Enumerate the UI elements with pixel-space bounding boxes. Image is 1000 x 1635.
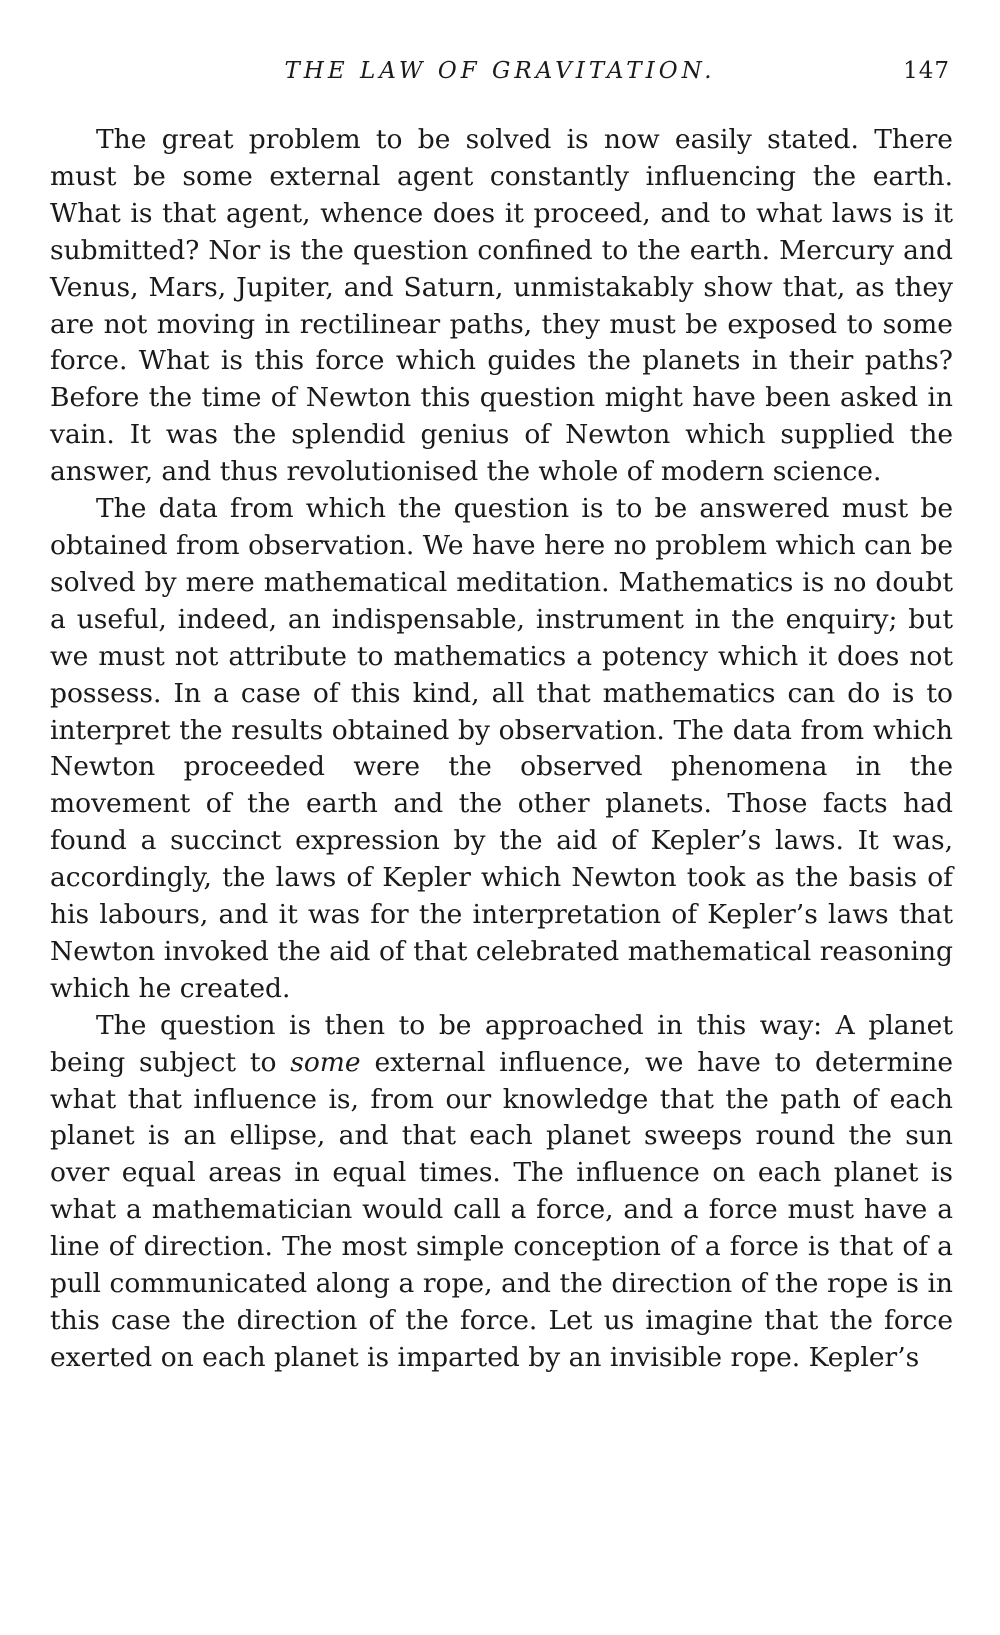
paragraph-3-before: The question is then to be approached in this way: A planet being subject to <box>50 1009 953 1078</box>
paragraph-1: The great problem to be solved is now easily stated. There must be some external agent constantly influencing the earth. What is that agent, whence does it proceed, and to what laws is it submitted? Nor is the question confined to the earth. Mercury and Venus, Mars, Jupiter, and Saturn, unmistakably show that, as they are not moving in rectilinear paths, they must be exposed to some force. What is this force which guides the planets in their paths? Before the time of Newton this question might have been asked in vain. It was the splendid genius of Newton which supplied the answer, and thus revolutionised the whole of modern science. <box>50 124 953 488</box>
running-head <box>50 58 950 92</box>
paragraph-3-after: external influence, we have to determine what that influence is, from our knowledge that the path of each planet is an ellipse, and that each planet sweeps round the sun over equal areas in equal times. The influence on each planet is what a mathematician would call a force, and a force must have a line of direction. The most simple conception of a force is that of a pull communicated along a rope, and the direction of the rope is in this case the direction of the force. Let us imagine that the force exerted on each planet is imparted by an invisible rope. Kepler’s <box>50 1046 954 1373</box>
paragraph-3 <box>50 1008 953 1377</box>
paragraph-2: The data from which the question is to be answered must be obtained from observation. We have here no problem which can be solved by mere mathematical meditation. Mathematics is no doubt a useful, indeed, an indispensable, instrument in the enquiry; but we must not attribute to mathematics a potency which it does not possess. In a case of this kind, all that mathematics can do is to interpret the results obtained by observation. The data from which Newton proceeded were the observed phenomena in the movement of the earth and the other planets. Those facts had found a succinct expression by the aid of Kepler’s laws. It was, accordingly, the laws of Kepler which Newton took as the basis of his labours, and it was for the interpretation of Kepler’s laws that Newton invoked the aid of that celebrated mathematical reasoning which he created. <box>50 493 953 1004</box>
page-number: 147 <box>903 58 950 84</box>
running-title: THE LAW OF GRAVITATION. <box>284 58 716 84</box>
body-text <box>50 122 953 1377</box>
emphasis-word: some <box>290 1046 361 1078</box>
